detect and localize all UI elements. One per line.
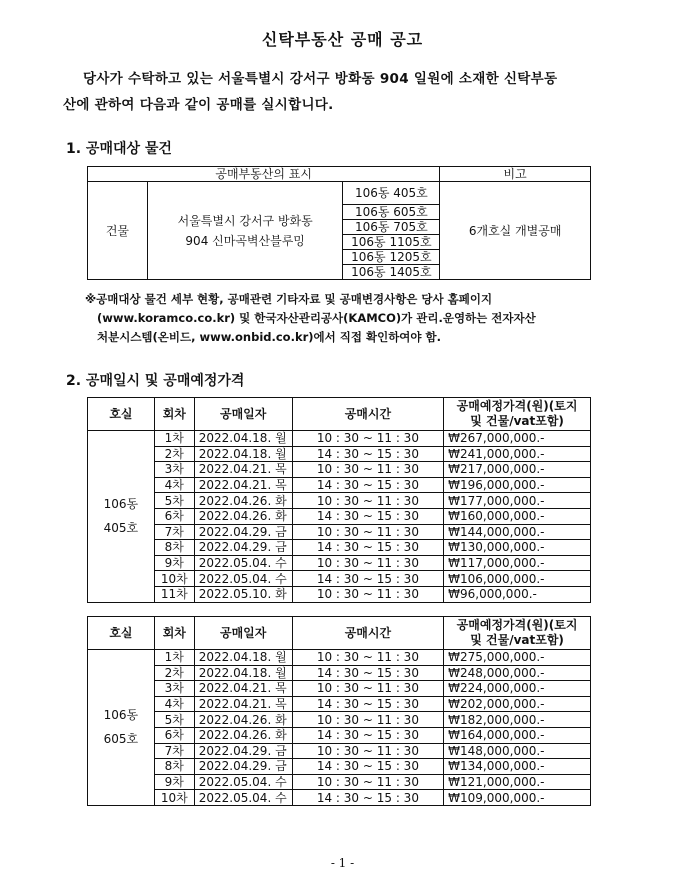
price-cell: ₩217,000,000.-	[444, 462, 591, 478]
time-cell: 10 : 30 ~ 11 : 30	[292, 493, 443, 509]
table-row	[88, 774, 591, 790]
table-row	[88, 665, 591, 681]
time-cell: 14 : 30 ~ 15 : 30	[292, 790, 443, 806]
date-cell: 2022.04.21. 목	[194, 477, 292, 493]
notice-note	[85, 290, 605, 347]
time-cell: 14 : 30 ~ 15 : 30	[292, 665, 443, 681]
round-cell: 11차	[154, 586, 194, 602]
table-row	[88, 790, 591, 806]
price-cell: ₩182,000,000.-	[444, 712, 591, 728]
date-cell: 2022.04.18. 월	[194, 431, 292, 447]
intro-paragraph	[63, 66, 623, 118]
round-cell: 8차	[154, 759, 194, 775]
table-row	[88, 696, 591, 712]
table-row	[88, 586, 591, 602]
date-cell: 2022.05.04. 수	[194, 774, 292, 790]
time-cell: 10 : 30 ~ 11 : 30	[292, 650, 443, 666]
unit-cell: 106동 1405호	[343, 265, 440, 280]
date-cell: 2022.05.04. 수	[194, 555, 292, 571]
time-cell: 10 : 30 ~ 11 : 30	[292, 555, 443, 571]
date-cell: 2022.04.18. 월	[194, 446, 292, 462]
round-cell: 8차	[154, 540, 194, 556]
time-cell: 14 : 30 ~ 15 : 30	[292, 759, 443, 775]
header-room: 호실	[88, 398, 155, 431]
round-cell: 6차	[154, 508, 194, 524]
date-cell: 2022.04.18. 월	[194, 650, 292, 666]
address-line-2: 904 신마곡벽산블루밍	[185, 233, 305, 248]
auction-schedule-table-405	[87, 397, 591, 603]
header-round: 회차	[154, 617, 194, 650]
table-header-row	[88, 398, 591, 431]
price-cell: ₩130,000,000.-	[444, 540, 591, 556]
date-cell: 2022.04.21. 목	[194, 462, 292, 478]
property-address	[147, 182, 343, 280]
date-cell: 2022.04.29. 금	[194, 759, 292, 775]
header-date: 공매일자	[194, 398, 292, 431]
price-cell: ₩202,000,000.-	[444, 696, 591, 712]
time-cell: 10 : 30 ~ 11 : 30	[292, 774, 443, 790]
round-cell: 4차	[154, 477, 194, 493]
date-cell: 2022.04.21. 목	[194, 696, 292, 712]
date-cell: 2022.04.21. 목	[194, 681, 292, 697]
table-row	[88, 743, 591, 759]
round-cell: 9차	[154, 774, 194, 790]
unit-cell: 106동 1105호	[343, 235, 440, 250]
price-cell: ₩134,000,000.-	[444, 759, 591, 775]
note-line-1: ※공매대상 물건 세부 현황, 공매관련 기타자료 및 공매변경사항은 당사 홈페이지	[85, 292, 493, 306]
round-cell: 1차	[154, 650, 194, 666]
round-cell: 5차	[154, 493, 194, 509]
time-cell: 14 : 30 ~ 15 : 30	[292, 696, 443, 712]
section-1-heading: 1. 공매대상 물건	[66, 141, 172, 157]
price-cell: ₩224,000,000.-	[444, 681, 591, 697]
time-cell: 14 : 30 ~ 15 : 30	[292, 540, 443, 556]
round-cell: 10차	[154, 790, 194, 806]
time-cell: 10 : 30 ~ 11 : 30	[292, 524, 443, 540]
header-price-line-2: 및 건물/vat포함)	[470, 633, 564, 647]
address-line-1: 서울특별시 강서구 방화동	[177, 213, 313, 228]
price-cell: ₩196,000,000.-	[444, 477, 591, 493]
header-price	[444, 617, 591, 650]
room-line-1: 106동	[103, 708, 139, 723]
table-row	[88, 540, 591, 556]
header-price-line-1: 공매예정가격(원)(토지	[456, 618, 578, 632]
time-cell: 14 : 30 ~ 15 : 30	[292, 727, 443, 743]
time-cell: 14 : 30 ~ 15 : 30	[292, 571, 443, 587]
time-cell: 10 : 30 ~ 11 : 30	[292, 743, 443, 759]
time-cell: 14 : 30 ~ 15 : 30	[292, 446, 443, 462]
table-header-row	[88, 617, 591, 650]
table-row	[88, 555, 591, 571]
price-cell: ₩109,000,000.-	[444, 790, 591, 806]
intro-line-1: 당사가 수탁하고 있는 서울특별시 강서구 방화동 904 일원에 소재한 신탁부동	[83, 71, 558, 87]
header-round: 회차	[154, 398, 194, 431]
header-price-line-1: 공매예정가격(원)(토지	[456, 399, 578, 413]
table-row	[88, 446, 591, 462]
time-cell: 10 : 30 ~ 11 : 30	[292, 462, 443, 478]
table-row	[88, 650, 591, 666]
price-cell: ₩248,000,000.-	[444, 665, 591, 681]
price-cell: ₩177,000,000.-	[444, 493, 591, 509]
price-cell: ₩121,000,000.-	[444, 774, 591, 790]
header-property-display: 공매부동산의 표시	[88, 167, 440, 182]
date-cell: 2022.04.26. 화	[194, 508, 292, 524]
header-room: 호실	[88, 617, 155, 650]
table-row	[88, 477, 591, 493]
round-cell: 9차	[154, 555, 194, 571]
header-price	[444, 398, 591, 431]
table-row	[88, 759, 591, 775]
header-price-line-2: 및 건물/vat포함)	[470, 414, 564, 428]
time-cell: 10 : 30 ~ 11 : 30	[292, 586, 443, 602]
date-cell: 2022.04.29. 금	[194, 743, 292, 759]
time-cell: 10 : 30 ~ 11 : 30	[292, 681, 443, 697]
date-cell: 2022.04.29. 금	[194, 524, 292, 540]
unit-cell: 106동 405호	[343, 182, 440, 205]
time-cell: 14 : 30 ~ 15 : 30	[292, 508, 443, 524]
date-cell: 2022.04.29. 금	[194, 540, 292, 556]
table-row	[88, 508, 591, 524]
unit-cell: 106동 605호	[343, 205, 440, 220]
time-cell: 14 : 30 ~ 15 : 30	[292, 477, 443, 493]
table-row	[88, 571, 591, 587]
note-line-3: 처분시스템(온비드, www.onbid.co.kr)에서 직접 확인하여야 함.	[97, 330, 441, 344]
round-cell: 6차	[154, 727, 194, 743]
round-cell: 7차	[154, 743, 194, 759]
unit-cell: 106동 705호	[343, 220, 440, 235]
table-row	[88, 727, 591, 743]
round-cell: 2차	[154, 446, 194, 462]
price-cell: ₩267,000,000.-	[444, 431, 591, 447]
page-number: - 1 -	[330, 856, 355, 870]
price-cell: ₩148,000,000.-	[444, 743, 591, 759]
room-cell	[88, 650, 155, 806]
date-cell: 2022.05.10. 화	[194, 586, 292, 602]
header-date: 공매일자	[194, 617, 292, 650]
round-cell: 1차	[154, 431, 194, 447]
date-cell: 2022.04.26. 화	[194, 727, 292, 743]
table-row	[88, 681, 591, 697]
price-cell: ₩117,000,000.-	[444, 555, 591, 571]
round-cell: 2차	[154, 665, 194, 681]
room-line-2: 405호	[103, 521, 139, 536]
room-line-2: 605호	[103, 732, 139, 747]
table-row	[88, 431, 591, 447]
table-row	[88, 712, 591, 728]
section-2-heading: 2. 공매일시 및 공매예정가격	[66, 373, 245, 389]
table-row	[88, 524, 591, 540]
table-row	[88, 462, 591, 478]
header-time: 공매시간	[292, 398, 443, 431]
time-cell: 10 : 30 ~ 11 : 30	[292, 712, 443, 728]
date-cell: 2022.05.04. 수	[194, 571, 292, 587]
header-time: 공매시간	[292, 617, 443, 650]
price-cell: ₩106,000,000.-	[444, 571, 591, 587]
price-cell: ₩96,000,000.-	[444, 586, 591, 602]
room-cell	[88, 431, 155, 603]
date-cell: 2022.05.04. 수	[194, 790, 292, 806]
round-cell: 5차	[154, 712, 194, 728]
unit-cell: 106동 1205호	[343, 250, 440, 265]
round-cell: 3차	[154, 462, 194, 478]
property-remark: 6개호실 개별공매	[440, 182, 591, 280]
auction-property-table	[87, 166, 591, 280]
room-line-1: 106동	[103, 497, 139, 512]
round-cell: 3차	[154, 681, 194, 697]
date-cell: 2022.04.18. 월	[194, 665, 292, 681]
price-cell: ₩241,000,000.-	[444, 446, 591, 462]
date-cell: 2022.04.26. 화	[194, 712, 292, 728]
table-row	[88, 493, 591, 509]
auction-schedule-table-605	[87, 616, 591, 806]
round-cell: 7차	[154, 524, 194, 540]
price-cell: ₩275,000,000.-	[444, 650, 591, 666]
round-cell: 4차	[154, 696, 194, 712]
header-remark: 비고	[440, 167, 591, 182]
property-type: 건물	[88, 182, 148, 280]
price-cell: ₩144,000,000.-	[444, 524, 591, 540]
price-cell: ₩160,000,000.-	[444, 508, 591, 524]
date-cell: 2022.04.26. 화	[194, 493, 292, 509]
time-cell: 10 : 30 ~ 11 : 30	[292, 431, 443, 447]
note-line-2: (www.koramco.co.kr) 및 한국자산관리공사(KAMCO)가 관리.운영하는 전자자산	[97, 311, 536, 325]
intro-line-2: 산에 관하여 다음과 같이 공매를 실시합니다.	[63, 97, 334, 113]
round-cell: 10차	[154, 571, 194, 587]
price-cell: ₩164,000,000.-	[444, 727, 591, 743]
document-title: 신탁부동산 공매 공고	[261, 30, 424, 49]
